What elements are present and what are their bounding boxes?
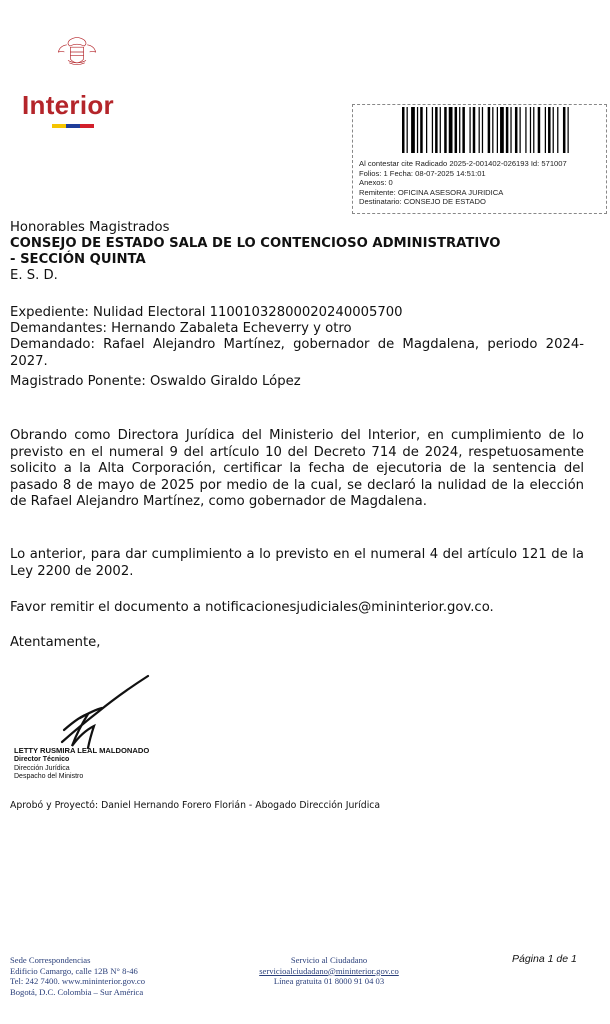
footer-service — [236, 955, 422, 987]
footer-address — [10, 955, 145, 997]
brand-logo-text: Interior — [22, 90, 114, 120]
closing: Atentamente, — [10, 635, 101, 650]
radicado-line: Al contestar cite Radicado 2025-2-001402-026193 Id: 571007 — [359, 159, 567, 168]
signer-office: Despacho del Ministro — [14, 773, 84, 780]
salutation: Honorables Magistrados — [10, 220, 170, 235]
court-name: CONSEJO DE ESTADO SALA DE LO CONTENCIOSO ADMINISTRATIVO — [10, 236, 501, 251]
radicado-text — [359, 159, 567, 207]
footer-line: Bogotá, D.C. Colombia – Sur América — [10, 986, 144, 997]
radicado-line: Folios: 1 Fecha: 08-07-2025 14:51:01 — [359, 168, 486, 178]
court-section: - SECCIÓN QUINTA — [10, 252, 146, 267]
radicado-line: Destinatario: CONSEJO DE ESTADO — [359, 197, 486, 207]
radicado-line: Remitente: OFICINA ASESORA JURIDICA — [359, 187, 504, 197]
footer-line: Servicio al Ciudadano — [290, 955, 368, 965]
signer-title: Director Técnico — [14, 756, 70, 763]
radicado-line: Anexos: 0 — [359, 178, 393, 188]
footer-line: Línea gratuita 01 8000 91 04 03 — [273, 976, 385, 987]
demandantes: Demandantes: Hernando Zabaleta Echeverry y otro — [10, 321, 352, 336]
body-paragraph-3: Favor remitir el documento a notificacionesjudiciales@mininterior.gov.co. — [10, 600, 494, 615]
body-paragraph-2: Lo anterior, para dar cumplimiento a lo previsto en el numeral 4 del artículo 121 de la Ley 2200 de 2002. — [10, 547, 584, 579]
page-number: Página 1 de 1 — [512, 953, 577, 965]
signer-office: Dirección Jurídica — [14, 765, 70, 772]
demandado: Demandado: Rafael Alejandro Martínez, gobernador de Magdalena, periodo 2024-2027. — [10, 337, 584, 369]
footer-line: Edificio Camargo, calle 12B N° 8-46 — [10, 965, 138, 976]
esd-line: E. S. D. — [10, 268, 58, 283]
barcode-icon — [402, 107, 604, 153]
signer-name: LETTY RUSMIRA LEAL MALDONADO — [14, 746, 150, 755]
flag-stripe — [52, 124, 94, 128]
footer-line: Tel: 242 7400. www.mininterior.gov.co — [10, 976, 146, 987]
body-paragraph-1: Obrando como Directora Jurídica del Ministerio del Interior, en cumplimiento de lo previsto en el numeral 9 del artículo 10 del Decreto 714 de 2024, respetuosamente solicito a la Alta Corporación, certificar la fecha de ejecutoria de la sentencia del pasado 8 de mayo de 2025 por medio de la cual, se declaró la nulidad de la elección de Rafael Alejandro Martínez, como gobernador de Magdalena. — [10, 428, 584, 510]
magistrado-ponente: Magistrado Ponente: Oswaldo Giraldo López — [10, 374, 301, 389]
handwritten-signature-icon — [50, 672, 160, 756]
coat-of-arms-icon — [22, 34, 132, 94]
service-email-link[interactable]: servicioalciudadano@mininterior.gov.co — [259, 965, 399, 976]
footer-line: Sede Correspondencias — [10, 955, 91, 965]
expediente: Expediente: Nulidad Electoral 11001032800020240005700 — [10, 305, 403, 320]
approval-line: Aprobó y Proyectó: Daniel Hernando Forero Florián - Abogado Dirección Jurídica — [10, 800, 381, 811]
